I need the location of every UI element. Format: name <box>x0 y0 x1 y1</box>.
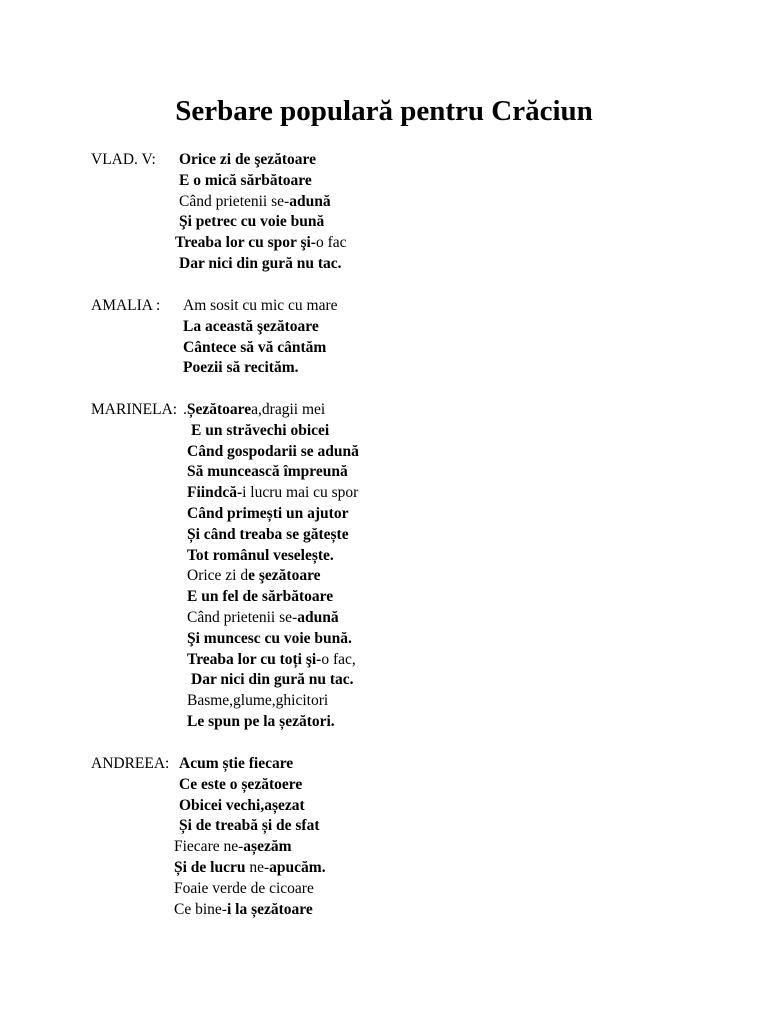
page-title: Serbare populară pentru Crăciun <box>175 95 593 127</box>
poem-line <box>187 608 339 628</box>
poem-line <box>91 400 325 420</box>
verse-text: E un străvechi obicei <box>191 421 330 439</box>
speaker-name: AMALIA : <box>91 297 161 314</box>
speaker-name: VLAD. V: <box>91 151 156 168</box>
poem-line <box>179 254 342 274</box>
poem-line <box>175 233 347 253</box>
poem-line <box>187 483 358 503</box>
poem-line <box>183 338 326 358</box>
verse-text: Orice zi de şezătoare <box>179 151 316 168</box>
verse-text: Dar nici din gură nu tac. <box>179 255 342 272</box>
verse-text: . <box>183 401 187 418</box>
verse-text: Şi muncesc cu voie bună. <box>187 629 352 647</box>
verse-text: Când prietenii se- <box>179 192 290 210</box>
verse-text: Basme,glume,ghicitori <box>187 692 329 710</box>
verse-text: Poezii să recităm. <box>183 359 299 377</box>
verse-text: Și de treabă și de sfat <box>179 817 320 835</box>
poem-line <box>183 317 319 337</box>
poem-line <box>187 525 349 545</box>
poem-line <box>187 650 356 670</box>
verse-text: e şezătoare <box>248 567 321 585</box>
speaker-name: ANDREEA: <box>91 755 170 772</box>
poem-line <box>174 858 326 878</box>
verse-text: Șezătoare <box>186 401 252 418</box>
poem-line <box>91 296 338 316</box>
poem-line <box>91 150 316 170</box>
poem-line <box>179 171 312 191</box>
speaker-name: MARINELA: <box>91 401 178 418</box>
verse-text: Și când treaba se gătește <box>187 525 349 543</box>
poem-line <box>191 670 354 690</box>
poem-line <box>179 775 302 795</box>
verse-text: o fac, <box>321 650 356 668</box>
verse-text: o fac <box>315 234 347 252</box>
poem-line <box>179 212 324 232</box>
poem-line <box>187 462 348 482</box>
verse-text: adună <box>289 192 331 210</box>
verse-text: Orice zi d <box>187 567 249 585</box>
poem-line <box>187 566 321 586</box>
poem-line <box>174 837 291 857</box>
verse-text: Foaie verde de cicoare <box>174 879 314 897</box>
poem-line <box>187 504 348 524</box>
verse-text: apucăm. <box>269 859 326 876</box>
verse-text: Am sosit cu mic cu mare <box>183 297 338 314</box>
verse-text: Dar nici din gură nu tac. <box>191 671 354 689</box>
verse-text: adună <box>297 609 339 626</box>
poem-line <box>187 629 352 649</box>
verse-text: E un fel de sărbătoare <box>187 588 334 606</box>
poem-line <box>187 587 333 607</box>
verse-text: Și de lucru <box>174 859 250 876</box>
verse-text: Fiecare ne- <box>174 838 244 856</box>
verse-text: Treaba lor cu spor şi- <box>175 234 316 252</box>
verse-text: Obicei vechi,așezat <box>179 796 305 814</box>
verse-text: ne- <box>249 859 270 876</box>
poem-line <box>187 691 328 711</box>
poem-line <box>191 421 329 441</box>
verse-text: Treaba lor cu toți şi- <box>187 650 322 668</box>
poem-line <box>183 358 299 378</box>
poem-line <box>187 712 335 732</box>
poem-line <box>174 900 313 920</box>
poem-line <box>179 796 305 816</box>
verse-text: Cântece să vă cântăm <box>183 338 327 356</box>
verse-text: Tot românul veselește. <box>187 546 334 564</box>
poem-line <box>179 192 331 212</box>
verse-text: Când gospodarii se adună <box>187 442 359 460</box>
verse-text: Le spun pe la șezători. <box>187 713 335 730</box>
verse-text: i lucru mai cu spor <box>242 484 359 502</box>
verse-text: Să muncească împreună <box>187 463 348 481</box>
verse-text: Şi petrec cu voie bună <box>179 213 325 231</box>
verse-text: Fiindcă- <box>187 484 243 502</box>
poem-line <box>179 816 320 836</box>
verse-text: Ce este o șezătoere <box>179 775 303 793</box>
poem-line <box>174 879 314 899</box>
verse-text: Ce bine- <box>174 900 227 918</box>
poem-line <box>187 546 334 566</box>
verse-text: a,dragii mei <box>251 401 326 418</box>
poem-line <box>91 754 293 774</box>
verse-text: Acum știe fiecare <box>179 755 294 772</box>
verse-text: E o mică sărbătoare <box>179 171 312 189</box>
verse-text: Când prietenii se- <box>187 609 298 626</box>
verse-text: Când primești un ajutor <box>187 505 349 522</box>
verse-text: i la șezătoare <box>226 900 313 918</box>
verse-text: așezăm <box>243 838 292 856</box>
poem-line <box>187 442 359 462</box>
verse-text: La această şezătoare <box>183 317 319 335</box>
